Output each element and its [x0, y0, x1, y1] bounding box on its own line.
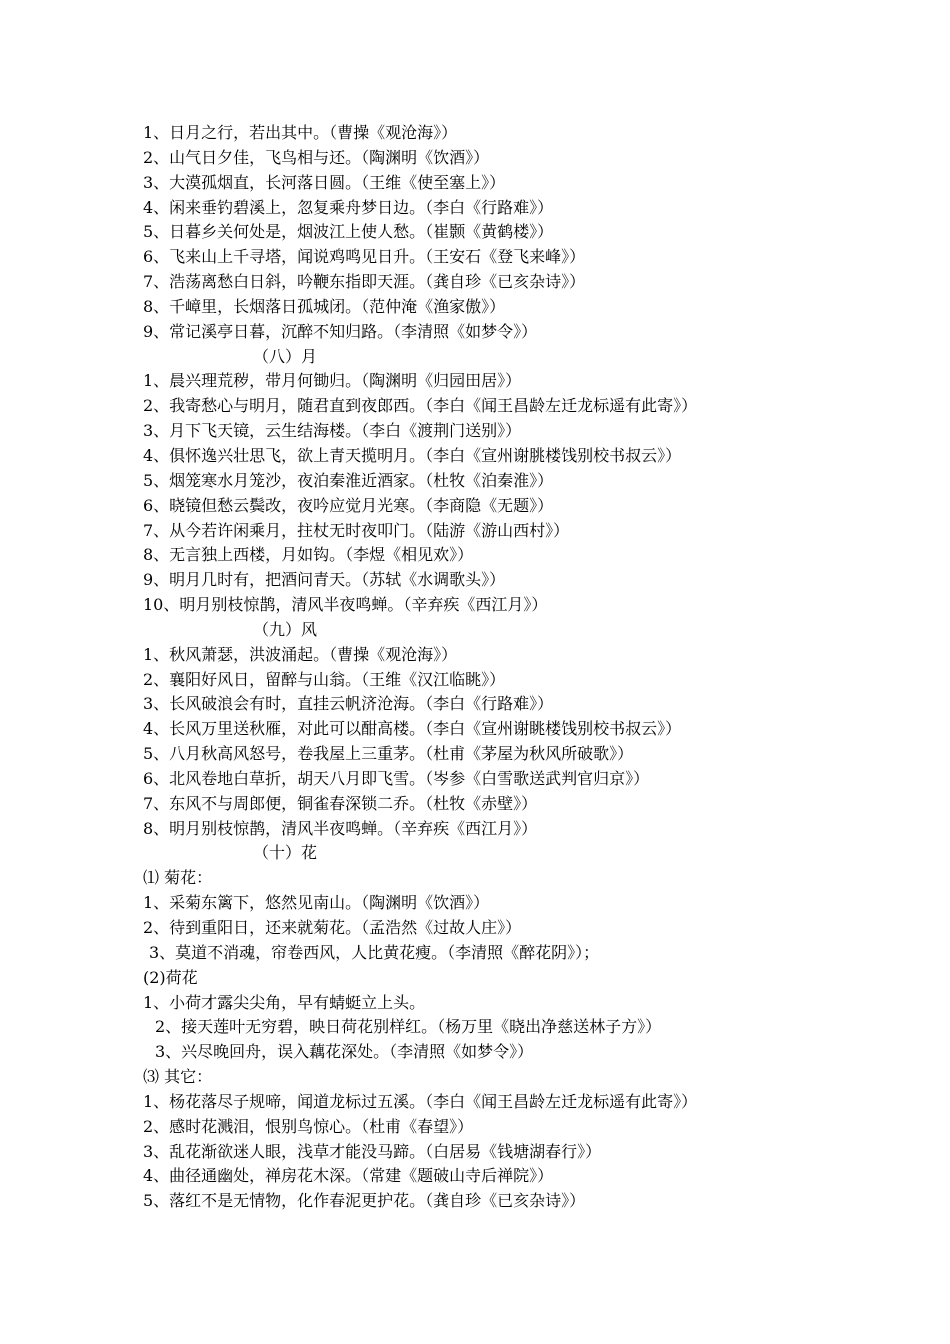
verse-line: 4、曲径通幽处，禅房花木深。（常建《题破山寺后禅院》） — [143, 1166, 554, 1186]
verse-line: 3、月下飞天镜，云生结海楼。（李白《渡荆门送别》） — [143, 421, 522, 441]
verse-line: 6、飞来山上千寻塔，闻说鸡鸣见日升。（王安石《登飞来峰》） — [143, 247, 586, 267]
verse-line: 4、俱怀逸兴壮思飞，欲上青天揽明月。（李白《宣州谢朓楼饯别校书叔云》） — [143, 445, 682, 465]
section-moon — [143, 345, 843, 618]
document-body — [143, 121, 843, 1214]
verse-line: 9、明月几时有，把酒问青天。（苏轼《水调歌头》） — [143, 570, 506, 590]
verse-line: 3、大漠孤烟直，长河落日圆。（王维《使至塞上》） — [143, 172, 506, 192]
verse-line: 2、山气日夕佳，飞鸟相与还。（陶渊明《饮酒》） — [143, 147, 490, 167]
verse-line: 6、北风卷地白草折，胡天八月即飞雪。（岑参《白雪歌送武判官归京》） — [143, 768, 650, 788]
verse-line: 9、常记溪亭日暮，沉醉不知归路。（李清照《如梦令》） — [143, 321, 538, 341]
verse-line: 4、闲来垂钓碧溪上，忽复乘舟梦日边。（李白《行路难》） — [143, 197, 554, 217]
verse-line: 1、秋风萧瑟，洪波涌起。（曹操《观沧海》） — [143, 644, 458, 664]
subsection-title: ⑴ 菊花： — [143, 868, 213, 888]
verse-line: 2、我寄愁心与明月，随君直到夜郎西。（李白《闻王昌龄左迁龙标遥有此寄》） — [143, 396, 698, 416]
section-heading: （八）月 — [253, 346, 318, 366]
verse-line: 7、东风不与周郎便，铜雀春深锁二乔。（杜牧《赤壁》） — [143, 793, 538, 813]
section-wind — [143, 618, 843, 842]
section-sun — [143, 121, 843, 345]
verse-line: 5、八月秋高风怒号，卷我屋上三重茅。（杜甫《茅屋为秋风所破歌》） — [143, 744, 634, 764]
verse-line: 1、小荷才露尖尖角，早有蜻蜓立上头。 — [143, 992, 426, 1012]
verse-line: 2、感时花溅泪，恨别鸟惊心。（杜甫《春望》） — [143, 1116, 474, 1136]
subsection-title: (2)荷花 — [143, 967, 198, 987]
verse-line: 5、落红不是无情物，化作春泥更护花。（龚自珍《已亥杂诗》） — [143, 1191, 586, 1211]
verse-line: 3、兴尽晚回舟，误入藕花深处。（李清照《如梦令》） — [155, 1042, 534, 1062]
verse-line: 3、长风破浪会有时，直挂云帆济沧海。（李白《行路难》） — [143, 694, 554, 714]
verse-line: 10、明月别枝惊鹊，清风半夜鸣蝉。（辛弃疾《西江月》） — [143, 595, 548, 615]
verse-line: 8、明月别枝惊鹊，清风半夜鸣蝉。（辛弃疾《西江月》） — [143, 818, 538, 838]
verse-line: 6、晓镜但愁云鬓改，夜吟应觉月光寒。（李商隐《无题》） — [143, 495, 554, 515]
verse-line: 2、襄阳好风日，留醉与山翁。（王维《汉江临眺》） — [143, 669, 506, 689]
subsection-title: ⑶ 其它： — [143, 1067, 213, 1087]
verse-line: 1、杨花落尽子规啼，闻道龙标过五溪。（李白《闻王昌龄左迁龙标遥有此寄》） — [143, 1091, 698, 1111]
verse-line: 8、无言独上西楼，月如钩。（李煜《相见欢》） — [143, 545, 474, 565]
verse-line: 2、待到重阳日，还来就菊花。（孟浩然《过故人庄》） — [143, 918, 522, 937]
subsection-lotus — [143, 966, 843, 1065]
verse-line: 5、日暮乡关何处是，烟波江上使人愁。（崔颢《黄鹤楼》） — [143, 222, 554, 242]
verse-line: 2、接天莲叶无穷碧，映日荷花别样红。（杨万里《晓出净慈送林子方》） — [155, 1017, 662, 1037]
verse-line: 1、日月之行，若出其中。（曹操《观沧海》） — [143, 123, 458, 142]
verse-line: 7、浩荡离愁白日斜，吟鞭东指即天涯。（龚自珍《已亥杂诗》） — [143, 272, 586, 292]
verse-line: 3、莫道不消魂，帘卷西风，人比黄花瘦。（李清照《醉花阴》）； — [149, 942, 600, 962]
subsection-others — [143, 1065, 843, 1214]
verse-line: 4、长风万里送秋雁，对此可以酣高楼。（李白《宣州谢眺楼饯别校书叔云》） — [143, 719, 682, 739]
section-flower — [143, 841, 843, 1214]
subsection-chrysanthemum — [143, 866, 843, 965]
verse-line: 7、从今若许闲乘月，拄杖无时夜叩门。（陆游《游山西村》） — [143, 520, 570, 540]
verse-line: 5、烟笼寒水月笼沙，夜泊秦淮近酒家。（杜牧《泊秦淮》） — [143, 470, 554, 490]
verse-line: 8、千嶂里，长烟落日孤城闭。（范仲淹《渔家傲》） — [143, 296, 506, 316]
verse-line: 3、乱花渐欲迷人眼，浅草才能没马蹄。（白居易《钱塘湖春行》） — [143, 1141, 602, 1161]
verse-line: 1、采菊东篱下，悠然见南山。（陶渊明《饮酒》） — [143, 893, 490, 913]
verse-line: 1、晨兴理荒秽，带月何锄归。（陶渊明《归园田居》） — [143, 371, 522, 391]
section-heading: （十）花 — [253, 843, 318, 863]
section-heading: （九）风 — [253, 619, 318, 639]
